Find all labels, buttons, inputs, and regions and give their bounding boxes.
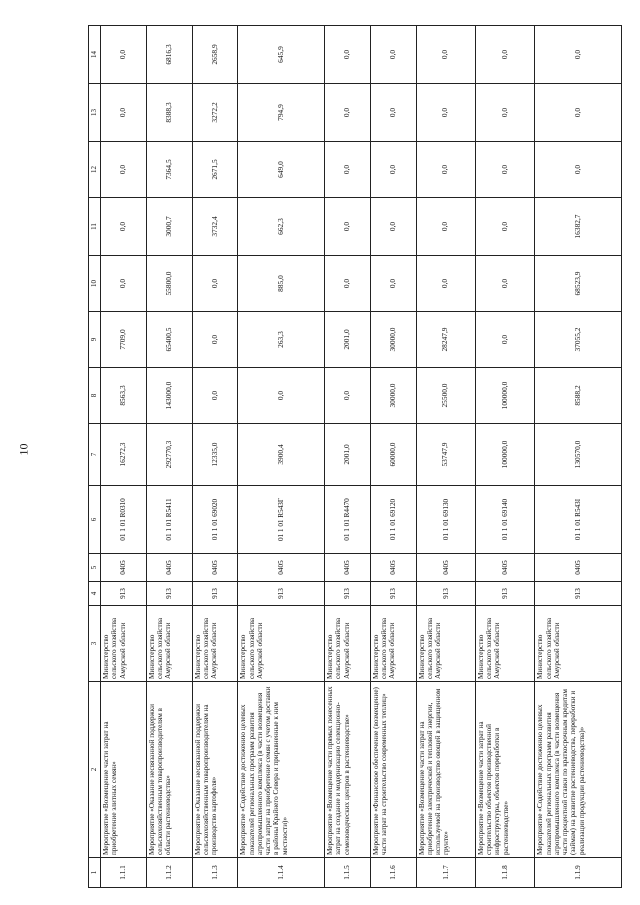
amount-year: 37055,2 bbox=[535, 312, 622, 368]
amount-year: 0,0 bbox=[324, 142, 370, 198]
row-number: 1.1.4 bbox=[238, 858, 325, 888]
amount-total: 53747,9 bbox=[416, 424, 475, 486]
col-header: 10 bbox=[89, 256, 101, 312]
target-article-code: 01 1 01 69130 bbox=[416, 486, 475, 554]
measure-name: Мероприятие «Содействие достижению целевых показателей региональных программ развития агропромышленного комплекса (в части возмещения части процентной ставки по краткосрочным кредитам (займам) на развитие растениеводства, переработки и реализации продукции растениеводства)» bbox=[535, 682, 622, 858]
col-header: 1 bbox=[89, 858, 101, 888]
col-header: 4 bbox=[89, 582, 101, 606]
table-row bbox=[475, 26, 534, 888]
amount-year: 0,0 bbox=[238, 368, 325, 424]
measure-name: Мероприятие «Оказание несвязанной поддержки сельскохозяйственным товаропроизводителям на производство картофеля» bbox=[192, 682, 238, 858]
col-header: 5 bbox=[89, 554, 101, 582]
amount-year: 0,0 bbox=[475, 84, 534, 142]
responsible-org: Министерство сельского хозяйства Амурской области bbox=[416, 606, 475, 682]
amount-year: 263,3 bbox=[238, 312, 325, 368]
amount-year: 0,0 bbox=[535, 84, 622, 142]
measure-name: Мероприятие «Возмещение части прямых понесенных затрат на создание и модернизацию селекционно-семеноводческих центров в растениеводстве» bbox=[324, 682, 370, 858]
col-header: 13 bbox=[89, 84, 101, 142]
table-row bbox=[238, 26, 325, 888]
amount-year: 30000,0 bbox=[370, 368, 416, 424]
grbs-code: 913 bbox=[416, 582, 475, 606]
grbs-code: 913 bbox=[101, 582, 147, 606]
amount-year: 794,9 bbox=[238, 84, 325, 142]
amount-year: 55800,0 bbox=[146, 256, 192, 312]
page-number: 10 bbox=[16, 443, 31, 456]
col-header: 6 bbox=[89, 486, 101, 554]
amount-year: 0,0 bbox=[416, 256, 475, 312]
col-header: 11 bbox=[89, 198, 101, 256]
row-number: 1.1.6 bbox=[370, 858, 416, 888]
amount-year: 28247,9 bbox=[416, 312, 475, 368]
responsible-org: Министерство сельского хозяйства Амурской области bbox=[101, 606, 147, 682]
grbs-code: 913 bbox=[324, 582, 370, 606]
column-number-row bbox=[89, 26, 101, 888]
amount-year: 0,0 bbox=[192, 312, 238, 368]
amount-year: 143000,0 bbox=[146, 368, 192, 424]
section-code: 0405 bbox=[416, 554, 475, 582]
amount-year: 0,0 bbox=[101, 84, 147, 142]
col-header: 12 bbox=[89, 142, 101, 198]
amount-year: 0,0 bbox=[324, 84, 370, 142]
amount-year: 0,0 bbox=[324, 198, 370, 256]
amount-year: 2658,9 bbox=[192, 26, 238, 84]
amount-year: 7364,5 bbox=[146, 142, 192, 198]
target-article-code: 01 1 01 R543Г bbox=[238, 486, 325, 554]
row-number: 1.1.9 bbox=[535, 858, 622, 888]
amount-year: 100000,0 bbox=[475, 368, 534, 424]
amount-year: 0,0 bbox=[324, 368, 370, 424]
row-number: 1.1.3 bbox=[192, 858, 238, 888]
table-body bbox=[101, 26, 622, 888]
amount-year: 2001,0 bbox=[324, 312, 370, 368]
grbs-code: 913 bbox=[535, 582, 622, 606]
table-row bbox=[416, 26, 475, 888]
target-article-code: 01 1 01 R0310 bbox=[101, 486, 147, 554]
row-number: 1.1.5 bbox=[324, 858, 370, 888]
target-article-code: 01 1 01 R4470 bbox=[324, 486, 370, 554]
section-code: 0405 bbox=[192, 554, 238, 582]
row-number: 1.1.7 bbox=[416, 858, 475, 888]
amount-year: 25500,0 bbox=[416, 368, 475, 424]
section-code: 0405 bbox=[324, 554, 370, 582]
amount-year: 0,0 bbox=[416, 26, 475, 84]
amount-year: 6816,3 bbox=[146, 26, 192, 84]
row-number: 1.1.1 bbox=[101, 858, 147, 888]
amount-year: 645,9 bbox=[238, 26, 325, 84]
row-number: 1.1.2 bbox=[146, 858, 192, 888]
amount-year: 3000,7 bbox=[146, 198, 192, 256]
amount-year: 65400,5 bbox=[146, 312, 192, 368]
measure-name: Мероприятие «Возмещение части затрат на строительство объектов производственной инфраструктуры, объектов переработки в растениеводстве» bbox=[475, 682, 534, 858]
amount-year: 3732,4 bbox=[192, 198, 238, 256]
amount-total: 16272,3 bbox=[101, 424, 147, 486]
amount-total: 12335,0 bbox=[192, 424, 238, 486]
table-row bbox=[324, 26, 370, 888]
amount-year: 662,3 bbox=[238, 198, 325, 256]
amount-year: 0,0 bbox=[535, 142, 622, 198]
amount-year: 0,0 bbox=[475, 26, 534, 84]
responsible-org: Министерство сельского хозяйства Амурской области bbox=[146, 606, 192, 682]
amount-year: 7709,0 bbox=[101, 312, 147, 368]
amount-year: 0,0 bbox=[101, 256, 147, 312]
section-code: 0405 bbox=[238, 554, 325, 582]
amount-year: 8563,3 bbox=[101, 368, 147, 424]
row-number: 1.1.8 bbox=[475, 858, 534, 888]
target-article-code: 01 1 01 69120 bbox=[370, 486, 416, 554]
amount-total: 2001,0 bbox=[324, 424, 370, 486]
col-header: 3 bbox=[89, 606, 101, 682]
amount-total: 100000,0 bbox=[475, 424, 534, 486]
target-article-code: 01 1 01 69020 bbox=[192, 486, 238, 554]
target-article-code: 01 1 01 R5411 bbox=[146, 486, 192, 554]
amount-total: 292770,3 bbox=[146, 424, 192, 486]
amount-year: 885,0 bbox=[238, 256, 325, 312]
col-header: 8 bbox=[89, 368, 101, 424]
amount-year: 0,0 bbox=[535, 26, 622, 84]
grbs-code: 913 bbox=[370, 582, 416, 606]
grbs-code: 913 bbox=[475, 582, 534, 606]
amount-year: 16382,7 bbox=[535, 198, 622, 256]
measure-name: Мероприятие «Содействие достижению целевых показателей региональных программ развития агропромышленного комплекса (в части возмещения части затрат на приобретение семян с учетом доставки в районы Крайнего Севера и приравненные к ним местности)» bbox=[238, 682, 325, 858]
amount-year: 3272,2 bbox=[192, 84, 238, 142]
amount-total: 3900,4 bbox=[238, 424, 325, 486]
amount-year: 0,0 bbox=[416, 198, 475, 256]
amount-year: 0,0 bbox=[101, 198, 147, 256]
amount-year: 8388,3 bbox=[146, 84, 192, 142]
section-code: 0405 bbox=[370, 554, 416, 582]
amount-year: 0,0 bbox=[475, 142, 534, 198]
amount-year: 0,0 bbox=[101, 142, 147, 198]
grbs-code: 913 bbox=[192, 582, 238, 606]
measure-name: Мероприятие «Возмещение части затрат на приобретение элитных семян» bbox=[101, 682, 147, 858]
amount-year: 8588,2 bbox=[535, 368, 622, 424]
grbs-code: 913 bbox=[146, 582, 192, 606]
section-code: 0405 bbox=[101, 554, 147, 582]
responsible-org: Министерство сельского хозяйства Амурской области bbox=[535, 606, 622, 682]
amount-year: 0,0 bbox=[370, 26, 416, 84]
amount-year: 0,0 bbox=[416, 142, 475, 198]
amount-year: 0,0 bbox=[475, 256, 534, 312]
amount-year: 0,0 bbox=[416, 84, 475, 142]
section-code: 0405 bbox=[146, 554, 192, 582]
table-row bbox=[101, 26, 147, 888]
table-row bbox=[535, 26, 622, 888]
grbs-code: 913 bbox=[238, 582, 325, 606]
amount-year: 68523,9 bbox=[535, 256, 622, 312]
amount-year: 30000,0 bbox=[370, 312, 416, 368]
amount-year: 649,0 bbox=[238, 142, 325, 198]
amount-year: 0,0 bbox=[370, 142, 416, 198]
amount-year: 0,0 bbox=[192, 368, 238, 424]
amount-year: 0,0 bbox=[101, 26, 147, 84]
amount-year: 0,0 bbox=[370, 84, 416, 142]
section-code: 0405 bbox=[475, 554, 534, 582]
amount-total: 60000,0 bbox=[370, 424, 416, 486]
responsible-org: Министерство сельского хозяйства Амурской области bbox=[324, 606, 370, 682]
section-code: 0405 bbox=[535, 554, 622, 582]
amount-year: 0,0 bbox=[370, 256, 416, 312]
amount-total: 130570,0 bbox=[535, 424, 622, 486]
table-row bbox=[192, 26, 238, 888]
col-header: 9 bbox=[89, 312, 101, 368]
responsible-org: Министерство сельского хозяйства Амурской области bbox=[475, 606, 534, 682]
col-header: 7 bbox=[89, 424, 101, 486]
col-header: 2 bbox=[89, 682, 101, 858]
amount-year: 0,0 bbox=[475, 198, 534, 256]
amount-year: 0,0 bbox=[324, 26, 370, 84]
target-article-code: 01 1 01 R543I bbox=[535, 486, 622, 554]
responsible-org: Министерство сельского хозяйства Амурской области bbox=[370, 606, 416, 682]
table-row bbox=[146, 26, 192, 888]
amount-year: 0,0 bbox=[192, 256, 238, 312]
budget-table bbox=[88, 25, 622, 888]
rotated-table-container bbox=[88, 26, 622, 888]
table-row bbox=[370, 26, 416, 888]
amount-year: 0,0 bbox=[324, 256, 370, 312]
measure-name: Мероприятие «Оказание несвязанной поддержки сельскохозяйственным товаропроизводителям в области растениеводства» bbox=[146, 682, 192, 858]
amount-year: 2671,5 bbox=[192, 142, 238, 198]
col-header: 14 bbox=[89, 26, 101, 84]
responsible-org: Министерство сельского хозяйства Амурской области bbox=[192, 606, 238, 682]
target-article-code: 01 1 01 69140 bbox=[475, 486, 534, 554]
responsible-org: Министерство сельского хозяйства Амурской области bbox=[238, 606, 325, 682]
measure-name: Мероприятие «Финансовое обеспечение (возмещение) части затрат на строительство современных теплиц» bbox=[370, 682, 416, 858]
amount-year: 0,0 bbox=[475, 312, 534, 368]
amount-year: 0,0 bbox=[370, 198, 416, 256]
measure-name: Мероприятие «Возмещение части затрат на приобретение электрической и тепловой энергии, используемой на производство овощей в защищенном грунте» bbox=[416, 682, 475, 858]
